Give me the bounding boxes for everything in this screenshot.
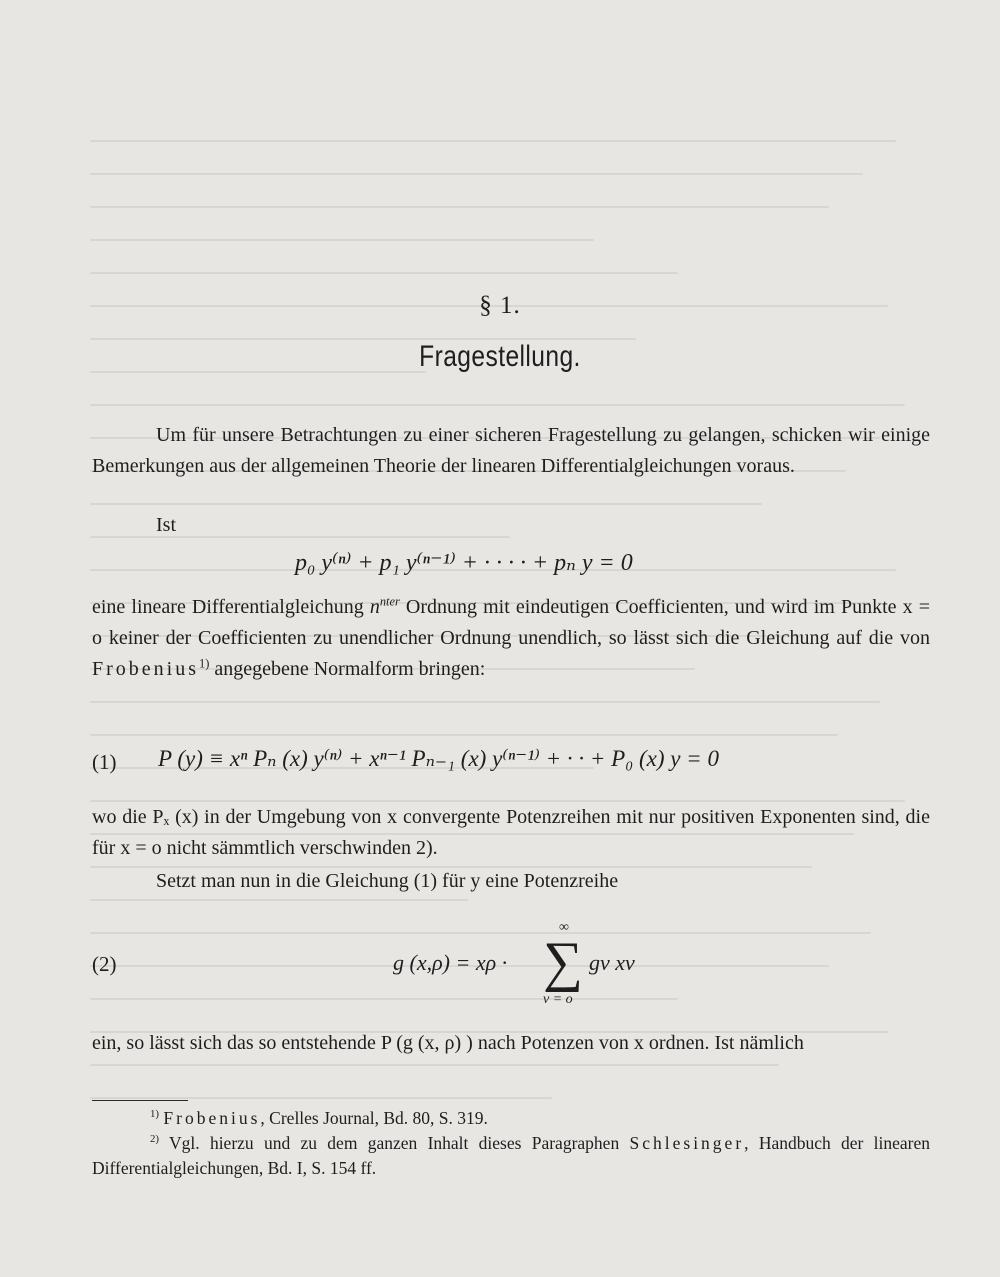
order-superscript: nter bbox=[379, 594, 400, 609]
coefficient-paragraph: wo die Pₓ (x) in der Umgebung von x convergente Potenzreihen mit nur positiven Exponenten sind, die für x = o nicht sämmtlich verschwinden 2). bbox=[92, 806, 930, 859]
intro-paragraph: Um für unsere Betrachtungen zu einer sicheren Fragestellung zu gelangen, schicken wir einige Bemerkungen aus der allgemeinen Theorie der linearen Differentialgleichungen voraus. bbox=[92, 424, 930, 477]
equation-2 bbox=[393, 920, 653, 1015]
p2-text-c: angegebene Normalform bringen: bbox=[214, 658, 486, 680]
equation-1-label: (1) bbox=[92, 750, 117, 774]
footnote-1-mark: 1) bbox=[150, 1108, 160, 1121]
ordering-paragraph: ein, so lässt sich das so entstehende P (g (x, ρ) ) nach Potenzen von x ordnen. Ist nämlich bbox=[92, 1032, 804, 1054]
sum-upper-limit: ∞ bbox=[559, 920, 569, 935]
section-number: § 1. bbox=[479, 292, 521, 319]
p2-text-a: eine lineare Differentialgleichung bbox=[92, 596, 364, 618]
power-series-paragraph: Setzt man nun in die Gleichung (1) für y eine Potenzreihe bbox=[156, 870, 619, 892]
footnote-2-mark: 2) bbox=[150, 1133, 160, 1146]
footnote-ref-1: 1) bbox=[199, 656, 210, 671]
footnote-2 bbox=[92, 1131, 930, 1181]
footnote-1-text: , Crelles Journal, Bd. 80, S. 319. bbox=[260, 1108, 488, 1128]
footnote-2-author: Schlesinger bbox=[629, 1133, 745, 1153]
footnote-2-text-b: , Handbuch der linearen Differentialgleichungen, Bd. I, S. 154 ff. bbox=[92, 1133, 931, 1178]
sum-term: gν xν bbox=[589, 950, 635, 975]
equation-2-label: (2) bbox=[92, 952, 117, 976]
footnote-rule bbox=[92, 1100, 188, 1101]
ist-word: Ist bbox=[156, 514, 176, 536]
main-differential-equation: p₀ y⁽ⁿ⁾ + p₁ y⁽ⁿ⁻¹⁾ + · · · · + pₙ y = 0 bbox=[295, 550, 633, 576]
footnote-1-author: Frobenius bbox=[163, 1108, 261, 1128]
author-frobenius: Frobenius bbox=[92, 658, 199, 680]
p2-text-b: Ordnung mit eindeutigen Coefficienten, und wird im Punkte x = o keiner der Coefficienten zu unendlicher Ordnung unendlich, so lässt sich die Gleichung auf die von bbox=[92, 596, 930, 649]
order-n-label: $n^{nter}$ bbox=[369, 594, 400, 618]
normalform-paragraph bbox=[92, 592, 930, 685]
footnote-2-text-a: Vgl. hierzu und zu dem ganzen Inhalt dieses Paragraphen bbox=[169, 1133, 620, 1153]
equation-2-lhs: g (x,ρ) = xρ · bbox=[393, 950, 508, 975]
section-title: Fragestellung. bbox=[419, 340, 581, 373]
equation-1: P (y) ≡ xⁿ Pₙ (x) y⁽ⁿ⁾ + xⁿ⁻¹ Pₙ₋₁ (x) y⁽ⁿ⁻¹⁾ + · · + P₀ (x) y = 0 bbox=[158, 746, 719, 771]
footnote-1 bbox=[150, 1106, 930, 1131]
sum-lower-limit: ν = o bbox=[543, 992, 573, 1007]
summation-sign: ∑ bbox=[543, 931, 583, 993]
